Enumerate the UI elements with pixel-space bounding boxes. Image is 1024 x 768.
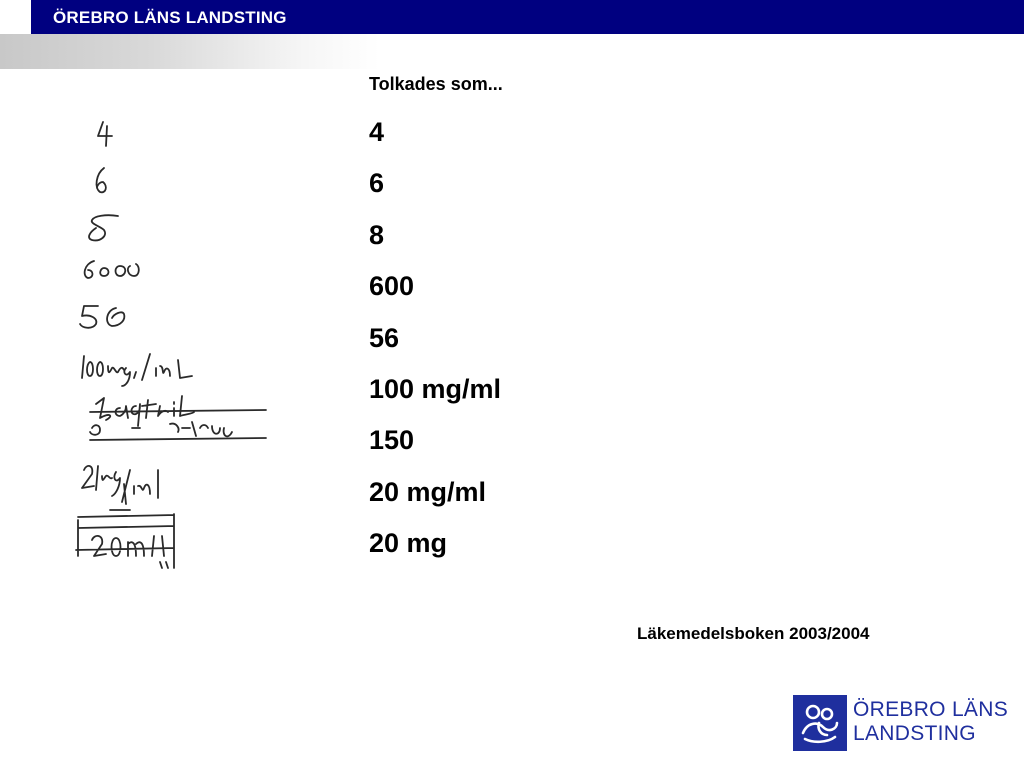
interpretation-heading: Tolkades som... [369, 74, 503, 94]
interpretation-item: 8 [369, 219, 385, 250]
interpretation-item: 4 [369, 117, 385, 147]
header-bar [31, 0, 1024, 34]
handwriting-sample-9 [76, 510, 174, 568]
logo-line-2: LANDSTING [853, 722, 976, 745]
interpretation-list [369, 113, 501, 576]
interpretation-item: 6 [369, 168, 385, 199]
interpretation-item: 56 [369, 322, 400, 353]
handwritten-dose-samples-image [70, 110, 280, 575]
logo-emblem-icon [793, 695, 847, 751]
interpretation-item: 600 [369, 271, 415, 302]
handwriting-sample-2 [97, 168, 106, 192]
header-gradient-strip [0, 34, 380, 69]
interpretation-item: 20 mg/ml [369, 476, 487, 507]
interpretation-item: 150 [369, 425, 415, 456]
handwriting-sample-6 [82, 354, 192, 386]
interpretation-item: 20 mg [369, 528, 448, 559]
handwriting-sample-5 [80, 306, 124, 328]
source-citation: Läkemedelsboken 2003/2004 [637, 624, 870, 643]
landsting-logo [793, 695, 1013, 755]
logo-line-1: ÖREBRO LÄNS [853, 698, 1009, 721]
handwriting-sample-8 [82, 466, 158, 504]
logo-wordmark [853, 698, 1008, 746]
interpretation-item: 100 mg/ml [369, 373, 502, 404]
handwriting-sample-1 [98, 122, 112, 146]
header-title: ÖREBRO LÄNS LANDSTING [53, 8, 287, 27]
handwriting-sample-3 [89, 215, 118, 240]
handwriting-sample-4 [85, 261, 139, 278]
